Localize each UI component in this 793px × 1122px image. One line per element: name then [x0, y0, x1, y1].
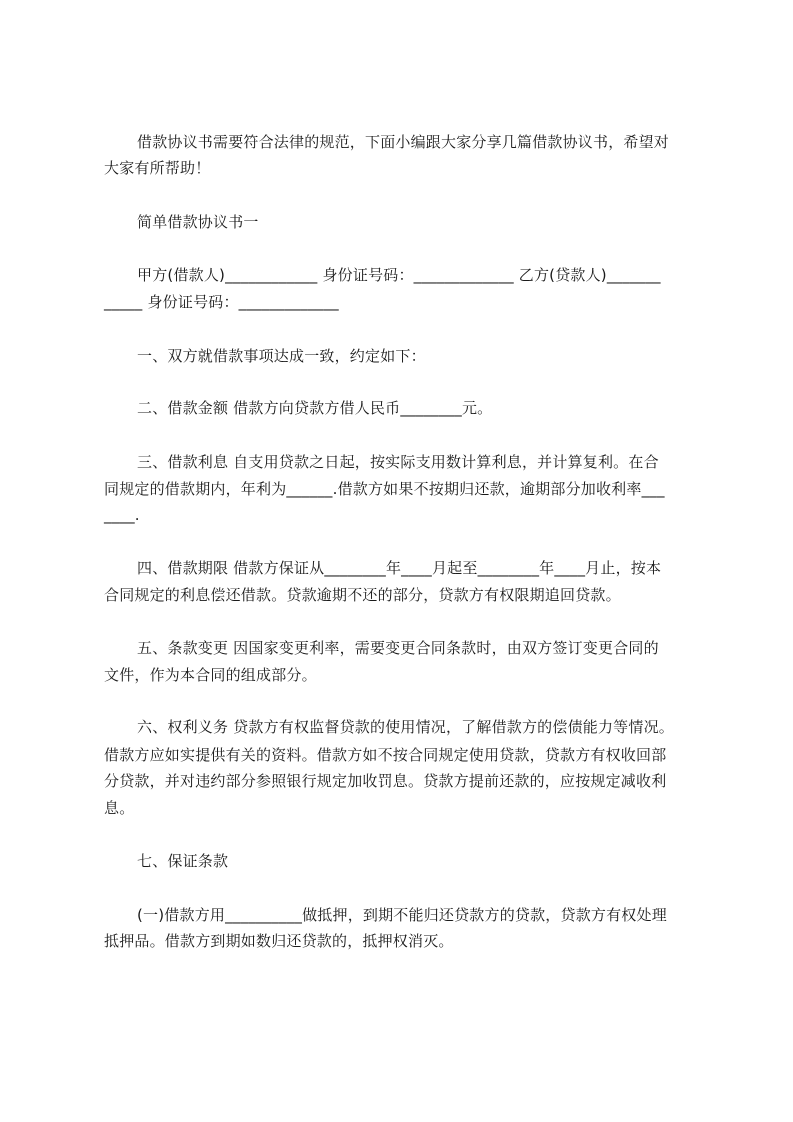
clause-4-line-2: 合同规定的利息偿还借款。贷款逾期不还的部分，贷款方有权限期追回贷款。 [104, 586, 621, 604]
document-title: 简单借款协议书一 [137, 213, 259, 231]
parties-line-1: 甲方(借款人)____________ 身份证号码：_____________ 乙方(贷款人)_______ [137, 266, 661, 284]
intro-line-1: 借款协议书需要符合法律的规范，下面小编跟大家分享几篇借款协议书，希望对 [137, 133, 670, 151]
clause-3-line-3: ____. [104, 506, 140, 524]
clause-4-line-1: 四、借款期限 借款方保证从________年____月起至________年____月止，按本 [137, 559, 662, 577]
clause-7-1-line-2: 抵押品。借款方到期如数归还贷款的，抵押权消灭。 [104, 932, 454, 950]
clause-1: 一、双方就借款事项达成一致，约定如下： [137, 347, 426, 365]
clause-5-line-1: 五、条款变更 因国家变更利率，需要变更合同条款时，由双方签订变更合同的 [137, 639, 659, 657]
clause-3-line-1: 三、借款利息 自支用贷款之日起，按实际支用数计算利息，并计算复利。在合 [137, 453, 659, 471]
clause-7-1-line-1: (一)借款方用__________做抵押，到期不能归还贷款方的贷款，贷款方有权处理 [137, 906, 667, 924]
intro-line-2: 大家有所帮助！ [104, 159, 211, 177]
clause-6-line-1: 六、权利义务 贷款方有权监督贷款的使用情况，了解借款方的偿债能力等情况。 [137, 718, 674, 736]
clause-3-line-2: 同规定的借款期内，年利为______.借款方如果不按期归还款，逾期部分加收利率___ [104, 480, 665, 498]
clause-6-line-3: 分贷款，并对违约部分参照银行规定加收罚息。贷款方提前还款的，应按规定减收利 [104, 772, 667, 790]
clause-5-line-2: 文件，作为本合同的组成部分。 [104, 666, 317, 684]
parties-line-2: _____ 身份证号码：_____________ [104, 293, 339, 311]
clause-2: 二、借款金额 借款方向贷款方借人民币________元。 [137, 399, 493, 417]
clause-6-line-4: 息。 [104, 799, 135, 817]
clause-7-heading: 七、保证条款 [137, 852, 229, 870]
clause-6-line-2: 借款方应如实提供有关的资料。借款方如不按合同规定使用贷款，贷款方有权收回部 [104, 746, 667, 764]
